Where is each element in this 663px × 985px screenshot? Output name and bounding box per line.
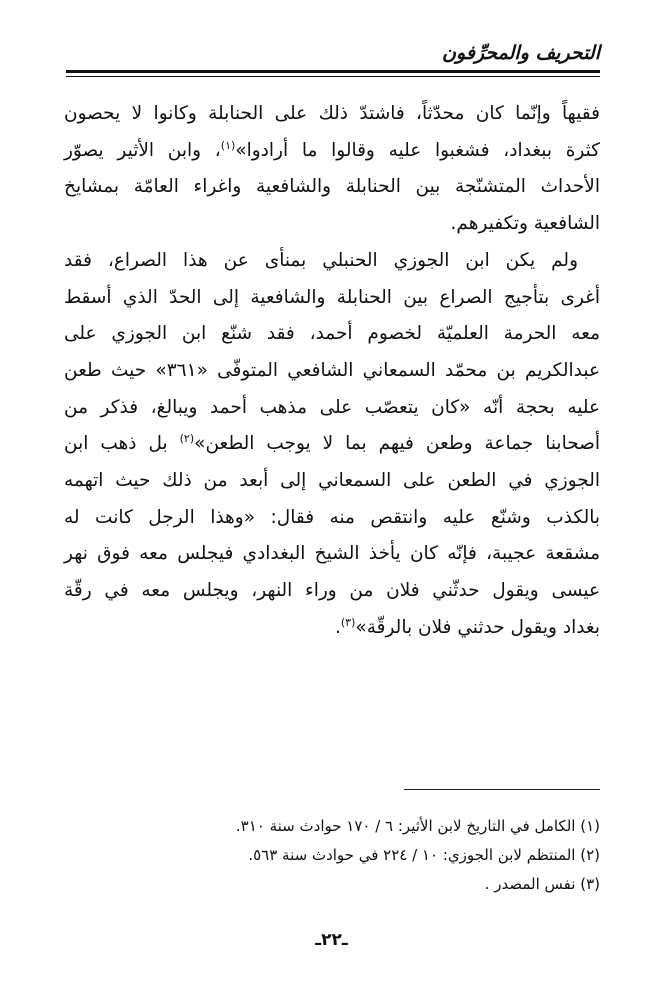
running-header: التحريف والمحرِّفون (442, 42, 600, 64)
footnote-3: (٣) نفس المصدر . (484, 875, 600, 893)
body-line: أغرى بتأجيج الصراع بين الحنابلة والشافعية إلى الحدّ الذي أسقط (64, 286, 600, 308)
header-rule-thick (66, 70, 600, 73)
body-line: عيسى ويقول حدثّني فلان من وراء النهر، ويجلس معه في رقّة (64, 580, 600, 602)
page-number: ـ٢٢ـ (315, 930, 348, 950)
footnote-separator (404, 789, 600, 790)
footnotes (66, 812, 600, 899)
body-line: الشافعية وتكفيرهم. (450, 213, 600, 235)
body-line: عليه بحجة أنّه «كان يتعصّب على مذهب أحمد ويبالغ، فذكر من (64, 396, 600, 418)
body-line: بغداد ويقول حدثني فلان بالرقّة»$^{(٣)}$. (334, 615, 600, 638)
header-rule-thin (66, 76, 600, 77)
body-line: الجوزي في الطعن على السمعاني إلى أبعد من ذلك حيث اتهمه (64, 470, 600, 492)
footnote-1: (١) الكامل في التاريخ لابن الأثير: ٦ / ١٧٠ حوادث سنة ٣١٠. (235, 817, 600, 835)
body-line: عبدالكريم بن محمّد السمعاني الشافعي المتوفّى «٣٦١» حيث طعن (64, 359, 600, 381)
footnote-2: (٢) المنتظم لابن الجوزي: ١٠ / ٢٢٤ في حوادث سنة ٥٦٣. (248, 846, 600, 864)
body-line: أصحابنا جماعة وطعن فيهم بما لا يوجب الطعن»$^{(٢)}$ بل ذهب ابن (64, 432, 600, 455)
body-line: الأحداث المتشنّجة بين الحنابلة والشافعية واغراء العامّة بمشايخ (64, 176, 600, 198)
body-line: كثرة ببغداد، فشغبوا عليه وقالوا ما أرادوا»$^{(١)}$، وابن الأثير يصوّر (64, 138, 600, 161)
body-text (64, 96, 600, 647)
footnote-ref: (٢) (179, 432, 195, 446)
footnote-ref: (١) (220, 138, 236, 152)
body-line: ولم يكن ابن الجوزي الحنبلي بمنأى عن هذا الصراع، فقد (64, 249, 578, 271)
body-line: بالكذب وشنّع عليه وانتقص منه فقال: «وهذا الرجل كانت له (64, 506, 600, 528)
body-line: مشقعة عجيبة، فإنّه كان يأخذ الشيخ البغدادي فيجلس معه فوق نهر (64, 543, 600, 565)
body-line: فقيهاً وإنّما كان محدّثاً، فاشتدّ ذلك على الحنابلة وكانوا لا يحصون (64, 103, 600, 124)
body-line: معه الحرمة العلميّة لخصوم أحمد، فقد شنّع ابن الجوزي على (64, 323, 600, 345)
footnote-ref: (٣) (340, 615, 356, 629)
